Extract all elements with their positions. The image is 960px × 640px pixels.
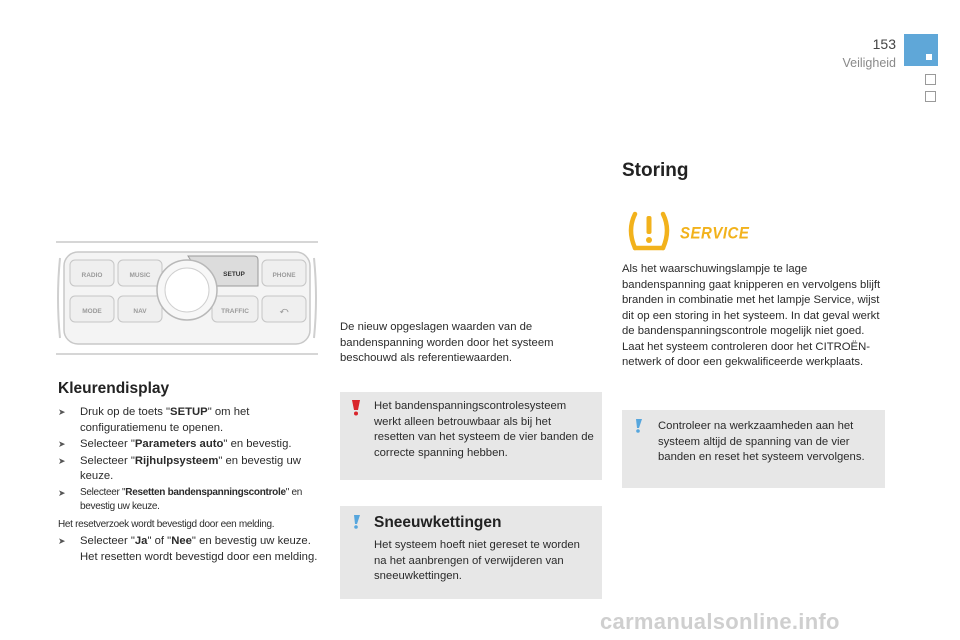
phone-button-label: PHONE	[272, 272, 296, 279]
mode-button-label: MODE	[82, 308, 102, 315]
snow-chains-box	[340, 506, 602, 599]
warning-text: Het bandenspanningscontrolesysteem werkt alleen betrouwbaar als bij het resetten van het systeem de vier banden de correcte spanning hebben.	[374, 400, 594, 459]
traffic-button-label: TRAFFIC	[221, 308, 249, 315]
reset-confirm-note: Het resetten wordt bevestigd door een melding.	[80, 550, 318, 563]
storing-text: Als het waarschuwingslampje te lage bandenspanning gaat knipperen en vervolgens blijft branden in combinatie met het lampje Service, wijst dit op een storing in het systeem. In dat geval werkt de bandenspanningscontrole mogelijk niet goed. Laat het systeem controleren door het CITROËN-netwerk of door een gekwalificeerde werkplaats.	[622, 263, 881, 368]
arrow-icon: ➤	[58, 439, 66, 449]
step-3: ➤ Selecteer "Rijhulpsysteem" en bevestig uw keuze.	[58, 454, 301, 482]
kleurendisplay-steps	[58, 405, 322, 566]
storing-info-text: Controleer na werkzaamheden aan het systeem altijd de spanning van de vier banden en reset het systeem vervolgens.	[658, 420, 865, 463]
radio-panel-illustration	[56, 238, 318, 358]
reference-values-text: De nieuw opgeslagen waarden van de bandenspanning worden door het systeem beschouwd als referentiewaarden.	[340, 321, 554, 364]
watermark: carmanualsonline.info	[600, 609, 840, 634]
setup-button-label: SETUP	[223, 271, 245, 278]
back-button-label: ⤺	[279, 306, 289, 315]
nav-box-1	[925, 74, 936, 85]
storing-info-box	[622, 410, 885, 488]
kleurendisplay-title: Kleurendisplay	[58, 380, 170, 397]
snow-chains-text: Het systeem hoeft niet gereset te worden na het aanbrengen of verwijderen van sneeuwkettingen.	[374, 539, 580, 582]
confirm-line: Het resetverzoek wordt bevestigd door een melding.	[58, 518, 275, 530]
warning-icon	[350, 400, 362, 416]
step-5: ➤ Selecteer "Ja" of "Nee" en bevestig uw keuze. Het resetten wordt bevestigd door een melding.	[58, 534, 322, 565]
arrow-icon: ➤	[58, 487, 66, 498]
chapter-tab	[904, 34, 938, 66]
tyre-pressure-warning-icon	[626, 210, 672, 252]
info-icon	[632, 419, 644, 433]
step-4: ➤ Selecteer "Resetten bandenspanningscontrole" en bevestig uw keuze.	[58, 486, 302, 512]
nav-button-label: NAV	[133, 308, 147, 315]
radio-button-label: RADIO	[81, 272, 103, 279]
info-icon	[350, 515, 362, 529]
music-button-label: MUSIC	[129, 272, 151, 279]
step-1: ➤ Druk op de toets "SETUP" om het configuratiemenu te openen.	[58, 406, 250, 434]
arrow-icon: ➤	[58, 407, 66, 417]
service-warning-label: SERVICE	[680, 224, 750, 243]
step-2: ➤ Selecteer "Parameters auto" en bevestig.	[58, 437, 322, 453]
snow-chains-title: Sneeuwkettingen	[374, 514, 502, 531]
arrow-icon: ➤	[58, 536, 66, 546]
chapter-title: Veiligheid	[842, 56, 896, 70]
warning-box	[340, 392, 602, 480]
page-number: 153	[872, 36, 896, 52]
storing-title: Storing	[622, 160, 689, 181]
arrow-icon: ➤	[58, 455, 66, 466]
nav-box-2	[925, 91, 936, 102]
